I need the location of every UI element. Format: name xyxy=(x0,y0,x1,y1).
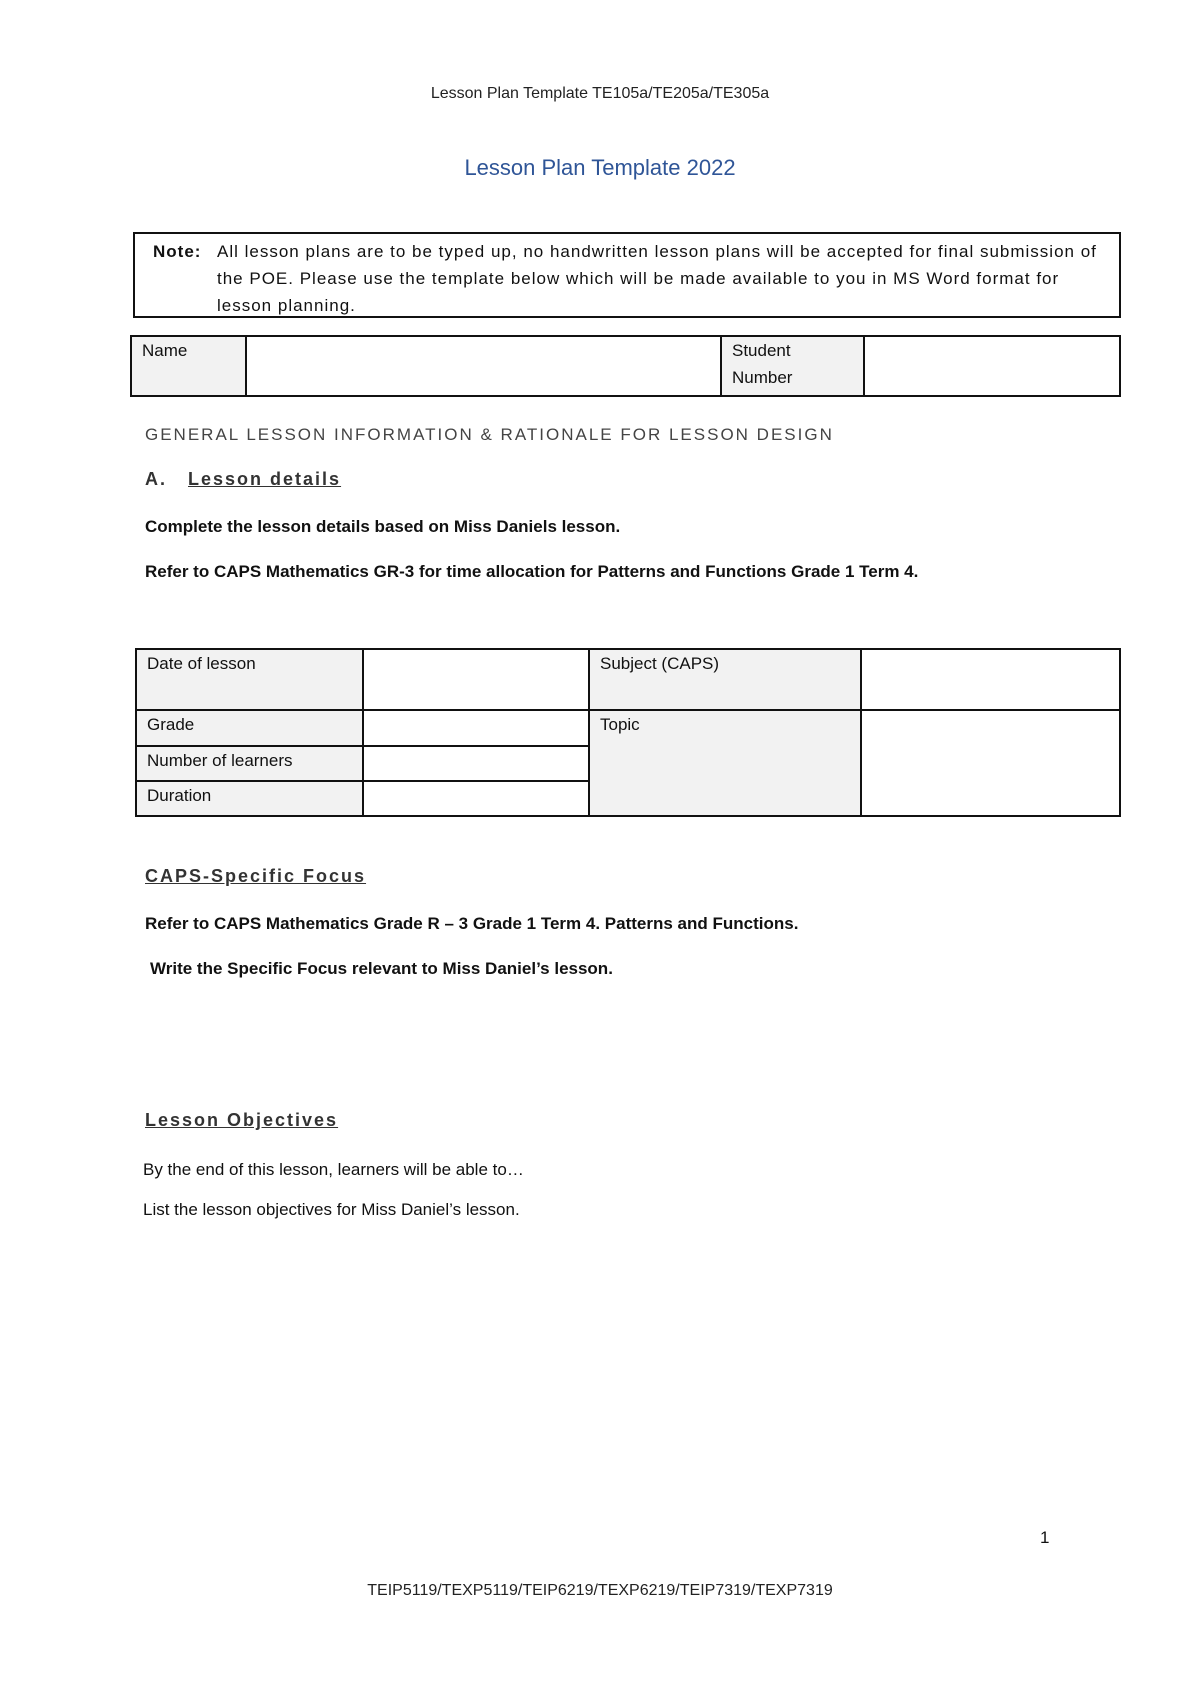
lesson-details-instruction-2: Refer to CAPS Mathematics GR-3 for time allocation for Patterns and Functions Grade 1 Term 4. xyxy=(145,562,919,581)
student-number-label: Student Number xyxy=(721,336,864,396)
caps-specific-focus-heading xyxy=(145,866,366,887)
subject-caps-field[interactable] xyxy=(861,649,1120,710)
note-label: Note: xyxy=(153,242,202,261)
page-number: 1 xyxy=(1040,1528,1050,1547)
duration-field[interactable] xyxy=(363,781,589,816)
name-table xyxy=(130,335,1121,397)
objectives-intro: By the end of this lesson, learners will be able to… xyxy=(143,1160,524,1179)
section-marker: A. xyxy=(145,469,167,489)
general-section-heading: GENERAL LESSON INFORMATION & RATIONALE FOR LESSON DESIGN xyxy=(145,425,834,444)
number-of-learners-field[interactable] xyxy=(363,746,589,781)
grade-field[interactable] xyxy=(363,710,589,746)
duration-label: Duration xyxy=(136,781,363,816)
document-title: Lesson Plan Template 2022 xyxy=(464,155,736,180)
lesson-details-instruction-1: Complete the lesson details based on Miss Daniels lesson. xyxy=(145,517,621,536)
page-header: Lesson Plan Template TE105a/TE205a/TE305a xyxy=(430,85,770,102)
number-of-learners-label: Number of learners xyxy=(136,746,363,781)
name-label: Name xyxy=(131,336,246,396)
caps-focus-instruction-1: Refer to CAPS Mathematics Grade R – 3 Grade 1 Term 4. Patterns and Functions. xyxy=(145,914,799,933)
objectives-instruction: List the lesson objectives for Miss Daniel’s lesson. xyxy=(143,1200,520,1219)
student-number-field[interactable] xyxy=(864,336,1120,396)
note-box xyxy=(133,232,1121,318)
caps-focus-instruction-2: Write the Specific Focus relevant to Miss Daniel’s lesson. xyxy=(150,959,613,978)
lesson-objectives-heading xyxy=(145,1110,338,1131)
lesson-details-heading xyxy=(145,469,341,490)
date-of-lesson-field[interactable] xyxy=(363,649,589,710)
date-of-lesson-label: Date of lesson xyxy=(136,649,363,710)
lesson-objectives-title: Lesson Objectives xyxy=(145,1110,339,1130)
topic-field[interactable] xyxy=(861,710,1120,816)
page-footer: TEIP5119/TEXP5119/TEIP6219/TEXP6219/TEIP7319/TEXP7319 xyxy=(367,1582,833,1599)
name-field[interactable] xyxy=(246,336,721,396)
lesson-details-table xyxy=(135,648,1121,817)
grade-label: Grade xyxy=(136,710,363,746)
subject-caps-label: Subject (CAPS) xyxy=(589,649,861,710)
topic-label: Topic xyxy=(589,710,861,816)
note-text: All lesson plans are to be typed up, no handwritten lesson plans will be accepted for final submission of the POE. Please use the template below which will be made available to you in MS Word format for lesson planning. xyxy=(217,242,1097,315)
lesson-details-title: Lesson details xyxy=(188,469,342,489)
caps-specific-focus-title: CAPS-Specific Focus xyxy=(145,866,367,886)
